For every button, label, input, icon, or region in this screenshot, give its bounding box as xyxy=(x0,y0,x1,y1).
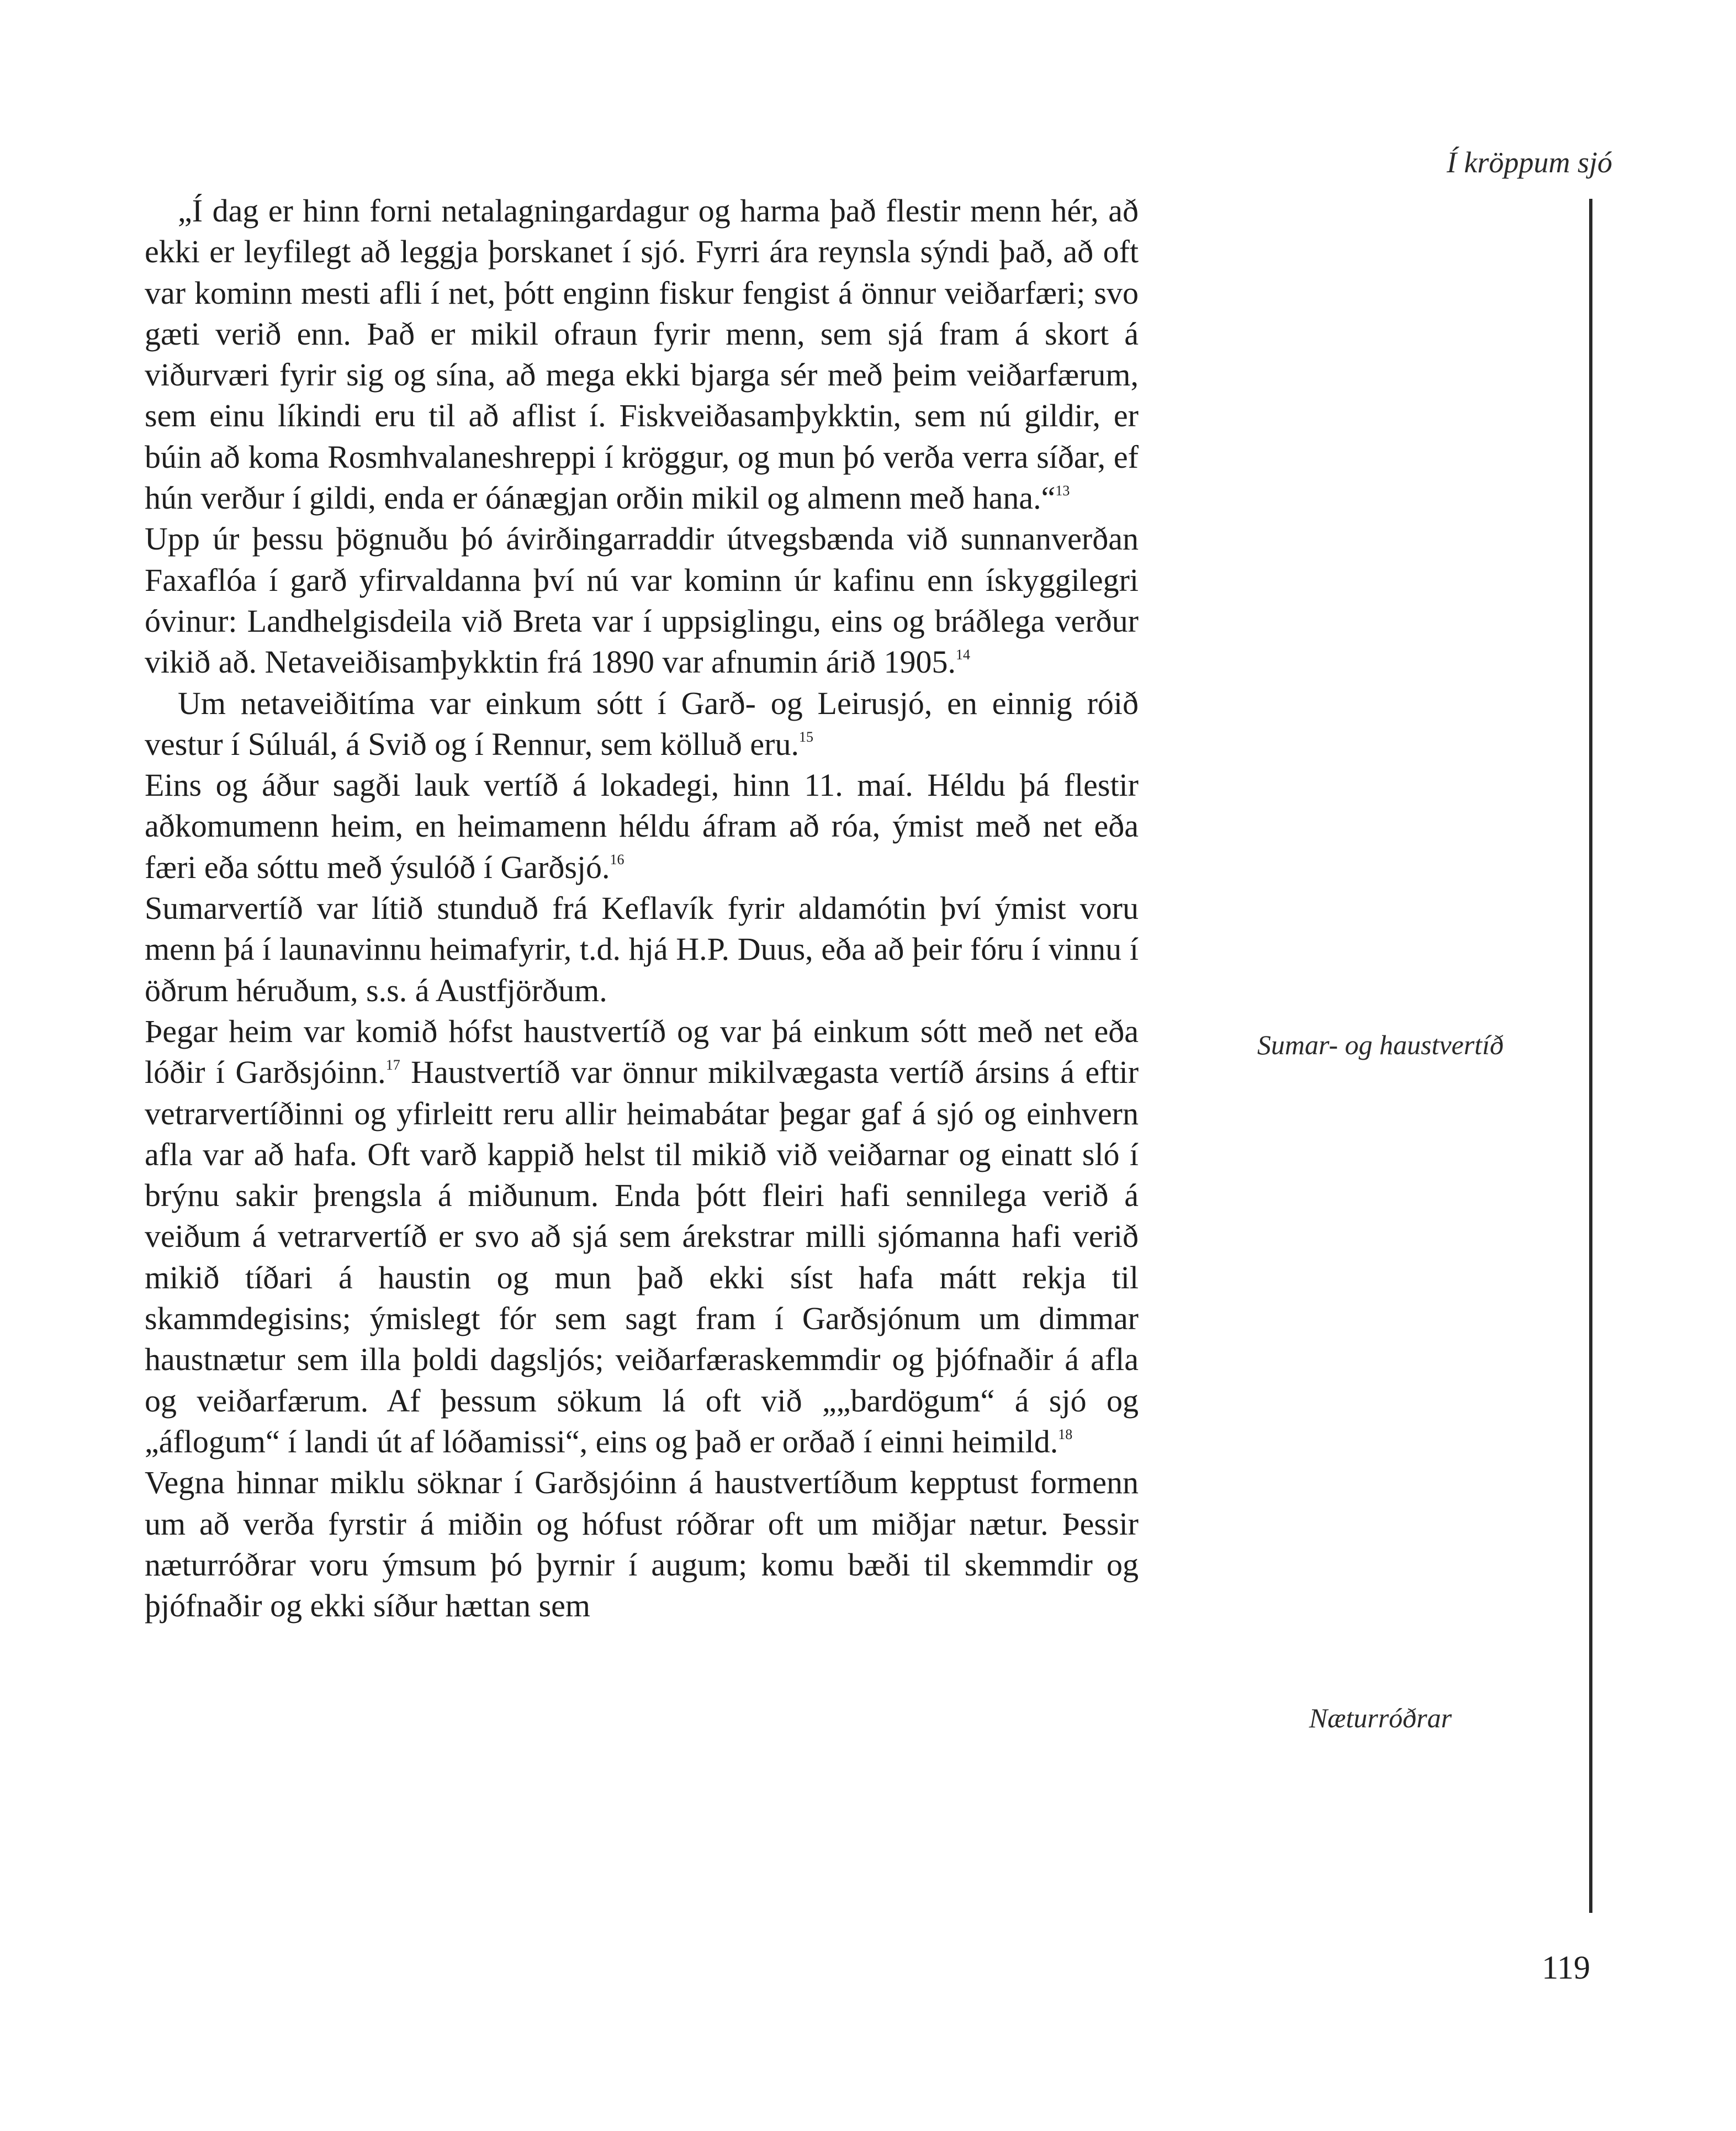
footnote-ref: 18 xyxy=(1058,1426,1073,1442)
paragraph: Upp úr þessu þögnuðu þó ávirðingarraddir útvegsbænda við sunnanverðan Faxaflóa í garð yfirvaldanna því nú var kominn úr kafinu enn ískyggilegri óvinur: Landhelgisdeila við Breta var í uppsiglingu, eins og bráðlega verður vikið að. Netaveiðisamþykktin frá 1890 var afnumin árið 1905.14 xyxy=(145,521,1139,680)
margin-note-sumar: Sumar- og haustvertíð xyxy=(1257,1029,1504,1060)
footnote-ref: 13 xyxy=(1055,482,1070,499)
page-number: 119 xyxy=(1542,1949,1590,1986)
paragraph: Um netaveiðitíma var einkum sótt í Garð- og Leirusjó, en einnig róið vestur í Súluál, á Svið og í Rennur, sem kölluð eru.$^{15}$ xyxy=(145,685,1139,762)
margin-note-naetur: Næturróðrar xyxy=(1309,1702,1452,1733)
body-text xyxy=(145,191,1139,1626)
footnote-ref: 16 xyxy=(610,852,624,868)
running-head: Í kröppum sjó xyxy=(1447,146,1612,179)
footnote-ref: 17 xyxy=(385,1056,400,1073)
paragraph: Sumarvertíð var lítið stunduð frá Keflavík fyrir aldamótin því ýmist voru menn þá í launavinnu heimafyrir, t.d. hjá H.P. Duus, eða að þeir fóru í vinnu í öðrum héruðum, s.s. á Austfjörðum. xyxy=(145,890,1139,1008)
paragraph-quote: „Í dag er hinn forni netalagningardagur og harma það flestir menn hér, að ekki er leyfilegt að leggja þorskanet í sjó. Fyrri ára reynsla sýndi það, að oft var kominn mesti afli í net, þótt enginn fiskur fengist á önnur veiðarfæri; svo gæti verið enn. Það er mikil ofraun fyrir menn, sem sjá fram á skort á viðurværi fyrir sig og sína, að mega ekki bjarga sér með þeim veiðarfærum, sem einu líkindi eru til að aflist í. Fiskveiðasamþykktin, sem nú gildir, er búin að koma Rosmhvalaneshreppi í kröggur, og mun þó verða verra síðar, ef hún verður í gildi, enda er óánægjan orðin mikil og almenn með hana.“$^{13}$ xyxy=(145,193,1139,516)
vertical-rule xyxy=(1589,199,1592,1913)
paragraph: Eins og áður sagði lauk vertíð á lokadegi, hinn 11. maí. Héldu þá flestir aðkomumenn heim, en heimamenn héldu áfram að róa, ýmist með net eða færi eða sóttu með ýsulóð í Garðsjó.$^{16}$ xyxy=(145,767,1139,885)
paragraph: Vegna hinnar miklu söknar í Garðsjóinn á haustvertíðum kepptust formenn um að verða fyrstir á miðin og hófust róðrar oft um miðjar nætur. Þessir næturróðrar voru ýmsum þó þyrnir í augum; komu bæði til skemmdir og þjófnaðir og ekki síður hættan sem xyxy=(145,1464,1139,1624)
paragraph: Þegar heim var komið hófst haustvertíð og var þá einkum sótt með net eða lóðir í Garðsjóinn.$^{17}$ Haustvertíð var önnur mikilvægasta vertíð ársins á eftir vetrarvertíðinni og yfirleitt reru allir heimabátar þegar gaf á sjó og einhvern afla var að hafa. Oft varð kappið helst til mikið við veiðarnar og einatt sló í brýnu sakir þrengsla á miðunum. Enda þótt fleiri hafi sennilega verið á veiðum á vetrarvertíð er svo að sjá sem árekstrar milli sjómanna hafi verið mikið tíðari á haustin og mun það ekki síst hafa mátt rekja til skammdegisins; ýmislegt fór sem sagt fram í Garðsjónum um dimmar haustnætur sem illa þoldi dagsljós; veiðarfæraskemmdir og þjófnaðir á afla og veiðarfærum. Af þessum sökum lá oft við „„bardögum“ á sjó og „áflogum“ í landi út af lóðamissi“, eins og það er orðað í einni heimild.$^{18}$ xyxy=(145,1013,1139,1460)
footnote-ref: 14 xyxy=(955,646,970,663)
footnote-ref: 15 xyxy=(798,728,813,745)
